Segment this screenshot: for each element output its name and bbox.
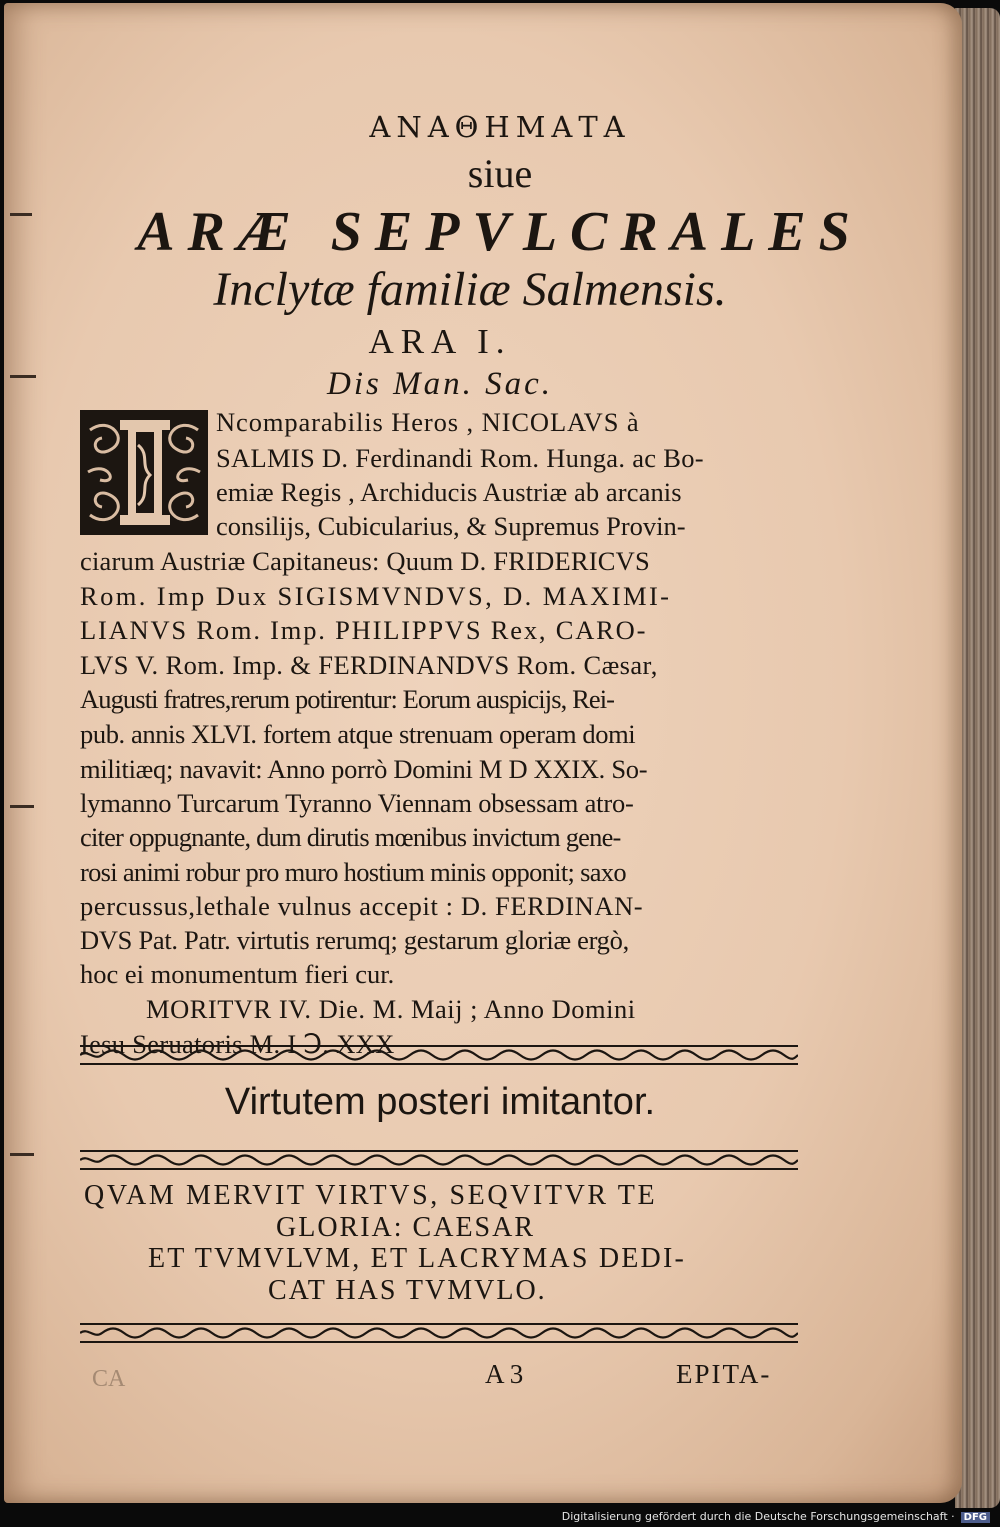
body-line: Augusti fratres,rerum potirentur: Eorum auspicijs, Rei-: [80, 684, 615, 714]
sive-word: siue: [467, 151, 533, 196]
dedication-line: Dis Man. Sac.: [327, 366, 553, 402]
body-line: pub. annis XLVI. fortem atque strenuam operam domi: [80, 719, 636, 749]
body-line: ciarum Austriæ Capitaneus: Quum D. FRIDERICVS: [80, 546, 650, 576]
ornamental-rule: [80, 1043, 798, 1067]
greek-title: ΑΝΑΘΗΜΑΤΑ: [369, 110, 631, 144]
body-line: lymanno Turcarum Tyranno Viennam obsessam atro-: [80, 788, 634, 818]
binding-stitch: [10, 1153, 34, 1156]
faint-show-through-text: CA: [92, 1366, 126, 1392]
body-line: militiæq; navavit: Anno porrò Domini M D XXIX. So-: [80, 754, 648, 784]
body-line: rosi animi robur pro muro hostium minis opponit; saxo: [80, 857, 626, 887]
epigram-line: CAT HAS TVMVLO.: [268, 1275, 547, 1306]
body-line: Iesu Seruatoris M. I Ↄ. XXX: [80, 1029, 395, 1059]
ara-heading: ARA I.: [368, 322, 512, 361]
signature-mark: A 3: [485, 1359, 524, 1389]
body-line: citer oppugnante, dum dirutis mœnibus invictum gene-: [80, 822, 621, 852]
body-line: LVS V. Rom. Imp. & FERDINANDVS Rom. Cæsar,: [80, 650, 658, 680]
subtitle: Inclytæ familiæ Salmensis.: [213, 263, 727, 316]
ornamental-rule: [80, 1321, 798, 1345]
digitization-credit: [562, 1510, 990, 1523]
body-line: Rom. Imp Dux SIGISMVNDVS, D. MAXIMI-: [80, 581, 672, 611]
epigram-line: ET TVMVLVM, ET LACRYMAS DEDI-: [148, 1243, 687, 1274]
main-title: ARÆ SEPVLCRALES: [137, 201, 863, 263]
body-line: SALMIS D. Ferdinandi Rom. Hunga. ac Bo-: [216, 443, 704, 473]
body-line: LIANVS Rom. Imp. PHILIPPVS Rex, CARO-: [80, 615, 648, 645]
body-line: emiæ Regis , Archiducis Austriæ ab arcanis: [216, 477, 682, 507]
body-line: percussus,lethale vulnus accepit : D. FERDINAN-: [80, 891, 644, 921]
body-line: MORITVR IV. Die. M. Maij ; Anno Domini: [146, 994, 636, 1024]
decorated-initial-i: [80, 410, 208, 535]
dfg-logo: DFG: [961, 1512, 990, 1523]
body-line: DVS Pat. Patr. virtutis rerumq; gestarum gloriæ ergò,: [80, 925, 629, 955]
body-line: hoc ei monumentum fieri cur.: [80, 959, 395, 989]
body-line: Ncomparabilis Heros , NICOLAVS à: [216, 407, 640, 437]
body-line: consilijs, Cubicularius, & Supremus Provin-: [216, 511, 686, 541]
credit-text: Digitalisierung gefördert durch die Deutsche Forschungsgemeinschaft ·: [561, 1510, 955, 1523]
epigram-line: QVAM MERVIT VIRTVS, SEQVITVR TE: [84, 1180, 658, 1211]
motto: Virtutem posteri imitantor.: [224, 1081, 656, 1123]
epigram-line: GLORIA: CAESAR: [276, 1212, 536, 1243]
ornamental-rule: [80, 1148, 798, 1172]
catchword: EPITA-: [676, 1359, 772, 1389]
binding-stitch: [10, 805, 34, 808]
